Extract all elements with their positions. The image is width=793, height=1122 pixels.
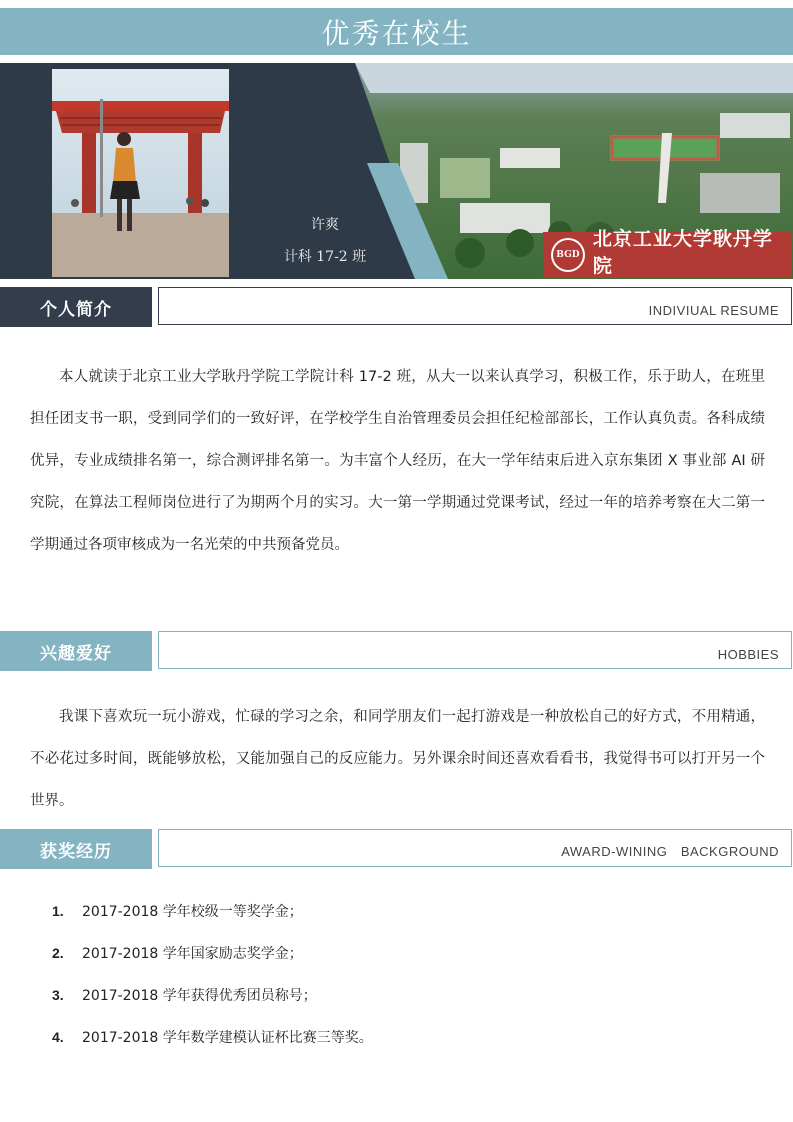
list-item-number: 3. [52,987,64,1003]
list-item [52,974,373,1016]
list-item-text: 2017-2018 学年数学建模认证杯比赛三等奖。 [82,1030,373,1046]
school-logo [543,227,792,287]
page-title: 优秀在校生 [0,8,793,55]
list-item-number: 1. [52,903,64,919]
intro-paragraph: 本人就读于北京工业大学耿丹学院工学院计科 17-2 班，从大一以来认真学习，积极工作，乐于助人，在班里担任团支书一职，受到同学们的一致好评，在学校学生自治管理委员会担任纪检部部长，工作认真负责。各科成绩优异，专业成绩排名第一，综合测评排名第一。为丰富个人经历，在大一学年结束后进入京东集团 X 事业部 AI 研究院，在算法工程师岗位进行了为期两个月的实习。大一第一学期通过党课考试，经过一年的培养考察在大二第一学期通过各项审核成为一名光荣的中共预备党员。 [30,369,765,553]
school-seal-icon: BGD [551,238,585,272]
intro-section-subtitle: INDIVIUAL RESUME [648,303,779,318]
awards-section-box [158,829,792,867]
portrait-photo [52,69,229,277]
hobbies-section-header [0,631,793,671]
school-name-cn: 北京工业大学耿丹学院 [592,227,773,277]
list-item-number: 4. [52,1029,64,1045]
list-item-text: 2017-2018 学年国家励志奖学金； [82,946,303,962]
awards-section-header [0,829,793,869]
hobbies-paragraph: 我课下喜欢玩一玩小游戏，忙碌的学习之余，和同学朋友们一起打游戏是一种放松自己的好方式，不用精通，不必花过多时间，既能够放松，又能加强自己的反应能力。另外课余时间还喜欢看看书，我觉得书可以打开另一个世界。 [30,709,765,809]
hobbies-section-subtitle: HOBBIES [717,647,779,662]
list-item-number: 2. [52,945,64,961]
school-name-en: Gengdan Institute of Beijing University of Technology [592,277,758,287]
list-item [52,932,373,974]
list-item-text: 2017-2018 学年获得优秀团员称号； [82,988,317,1004]
list-item [52,1016,373,1058]
hobbies-section-title: 兴趣爱好 [0,631,152,671]
list-item [52,890,373,932]
awards-section-title: 获奖经历 [0,829,152,869]
intro-section-box [158,287,792,325]
awards-section-subtitle: AWARD-WINING BACKGROUND [561,844,779,859]
student-class: 计科 17-2 班 [283,249,367,265]
list-item-text: 2017-2018 学年校级一等奖学金； [82,904,303,920]
intro-section-header [0,287,793,327]
header-banner [0,63,793,287]
hobbies-section-box [158,631,792,669]
student-name: 许爽 [311,217,339,233]
intro-section-title: 个人简介 [0,287,152,327]
awards-list [52,890,373,1058]
